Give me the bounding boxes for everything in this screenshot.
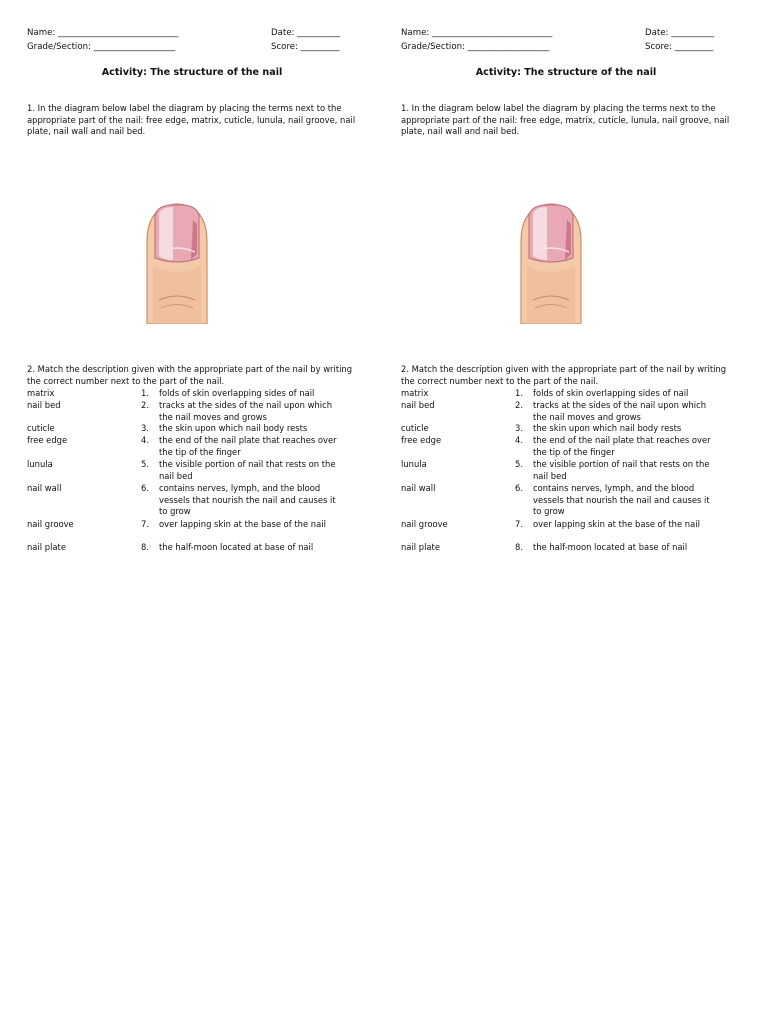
term-free-edge: free edge <box>27 435 68 445</box>
term-matrix: matrix <box>27 388 55 398</box>
item-number: 1. <box>515 388 523 398</box>
description-2: tracks at the sides of the nail upon which the nail moves and grows <box>159 400 333 422</box>
item-number: 1. <box>141 388 149 398</box>
description-2: tracks at the sides of the nail upon which the nail moves and grows <box>533 400 707 422</box>
item-number: 6. <box>515 483 523 493</box>
description-1: folds of skin overlapping sides of nail <box>533 388 689 398</box>
description-8: the half-moon located at base of nail <box>533 542 688 552</box>
description-5: the visible portion of nail that rests on the nail bed <box>533 459 710 481</box>
worksheet-left <box>27 0 367 580</box>
description-3: the skin upon which nail body rests <box>159 423 308 433</box>
term-nail-plate: nail plate <box>401 542 440 552</box>
question-2: 2. Match the description given with the appropriate part of the nail by writing the correct number next to the part of the nail. <box>401 364 727 386</box>
item-number: 6. <box>141 483 149 493</box>
name-line: Name: ____________________________ <box>27 28 179 38</box>
score-line: Score: _________ <box>645 42 714 52</box>
date-line: Date: __________ <box>271 28 341 38</box>
name-line: Name: ____________________________ <box>401 28 553 38</box>
term-lunula: lunula <box>401 459 427 469</box>
item-number: 5. <box>515 459 523 469</box>
date-line: Date: __________ <box>645 28 715 38</box>
term-nail-wall: nail wall <box>27 483 62 493</box>
description-4: the end of the nail plate that reaches over the tip of the finger <box>159 435 337 457</box>
item-number: 7. <box>141 519 149 529</box>
term-nail-plate: nail plate <box>27 542 66 552</box>
question-2: 2. Match the description given with the appropriate part of the nail by writing the correct number next to the part of the nail. <box>27 364 353 386</box>
description-3: the skin upon which nail body rests <box>533 423 682 433</box>
term-nail-bed: nail bed <box>27 400 61 410</box>
item-number: 3. <box>141 423 149 433</box>
description-6: contains nerves, lymph, and the blood vessels that nourish the nail and causes it to grow <box>159 483 336 517</box>
term-nail-groove: nail groove <box>401 519 448 529</box>
description-7: over lapping skin at the base of the nail <box>159 519 326 529</box>
item-number: 4. <box>141 435 149 445</box>
item-number: 7. <box>515 519 523 529</box>
term-nail-wall: nail wall <box>401 483 436 493</box>
question-1: 1. In the diagram below label the diagram by placing the terms next to the appropriate part of the nail: free edge, matrix, cuticle, lunula, nail groove, nail plate, nail wall and nail bed. <box>401 103 730 137</box>
activity-title: Activity: The structure of the nail <box>475 67 657 78</box>
activity-title: Activity: The structure of the nail <box>101 67 283 78</box>
description-6: contains nerves, lymph, and the blood vessels that nourish the nail and causes it to grow <box>533 483 710 517</box>
item-number: 5. <box>141 459 149 469</box>
term-free-edge: free edge <box>401 435 442 445</box>
term-nail-groove: nail groove <box>27 519 74 529</box>
item-number: 4. <box>515 435 523 445</box>
finger-nail-diagram <box>137 200 217 324</box>
item-number: 2. <box>141 400 149 410</box>
description-8: the half-moon located at base of nail <box>159 542 314 552</box>
score-line: Score: _________ <box>271 42 340 52</box>
term-cuticle: cuticle <box>27 423 55 433</box>
question-1: 1. In the diagram below label the diagram by placing the terms next to the appropriate part of the nail: free edge, matrix, cuticle, lunula, nail groove, nail plate, nail wall and nail bed. <box>27 103 356 137</box>
term-lunula: lunula <box>27 459 53 469</box>
item-number: 2. <box>515 400 523 410</box>
description-7: over lapping skin at the base of the nail <box>533 519 700 529</box>
grade-section-line: Grade/Section: ___________________ <box>27 42 176 52</box>
term-nail-bed: nail bed <box>401 400 435 410</box>
finger-nail-diagram <box>511 200 591 324</box>
item-number: 3. <box>515 423 523 433</box>
grade-section-line: Grade/Section: ___________________ <box>401 42 550 52</box>
description-4: the end of the nail plate that reaches over the tip of the finger <box>533 435 711 457</box>
term-matrix: matrix <box>401 388 429 398</box>
worksheet-right <box>401 0 741 580</box>
item-number: 8. <box>515 542 523 552</box>
description-1: folds of skin overlapping sides of nail <box>159 388 315 398</box>
term-cuticle: cuticle <box>401 423 429 433</box>
item-number: 8. <box>141 542 149 552</box>
description-5: the visible portion of nail that rests on the nail bed <box>159 459 336 481</box>
